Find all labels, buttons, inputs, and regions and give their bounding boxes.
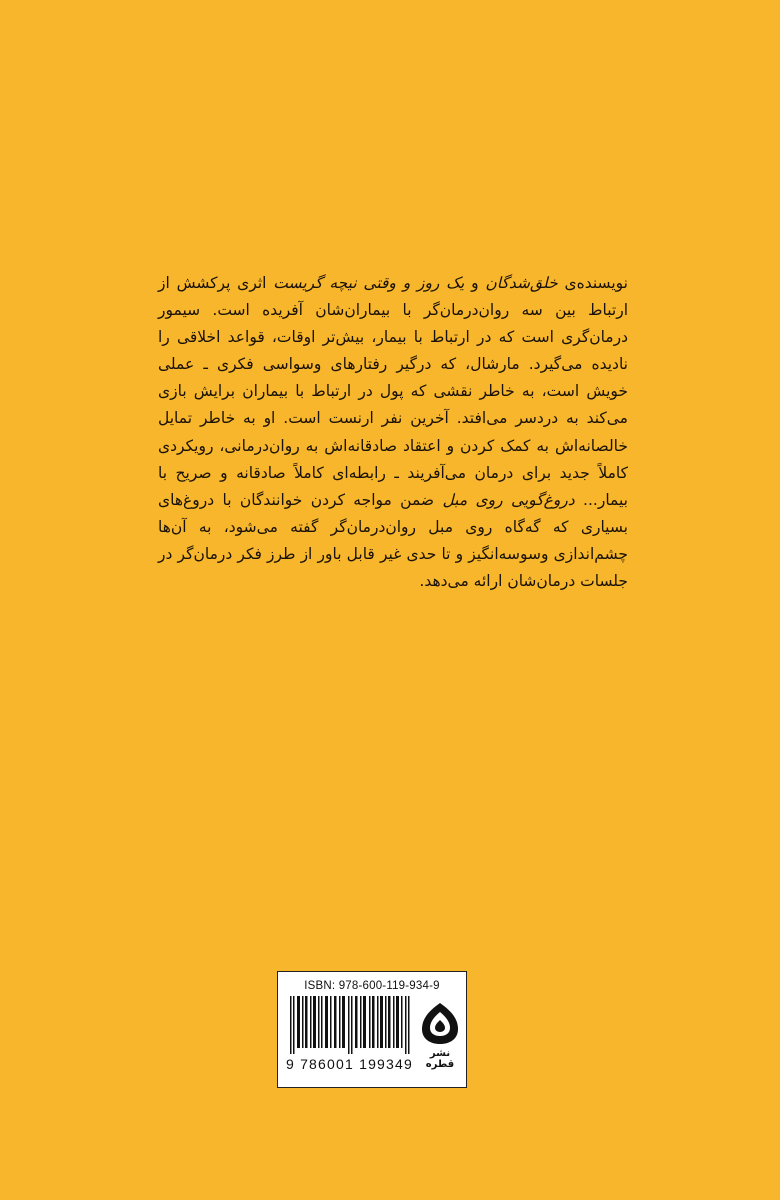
blurb-text-end: ضمن مواجه کردن خوانندگان با دروغ‌های بسیاری که گه‌گاه روی مبل روان‌درمان‌گر گفته می‌شود، به آن‌ها چشم‌اندازی وسوسه‌انگیز و تا حدی غیر قابل باور از طرز فکر درمان‌گر در جلسات درمان‌شان ارائه می‌دهد. xyxy=(158,490,628,591)
publisher-logo xyxy=(418,1000,462,1072)
barcode-digits: 9 786001 199349 xyxy=(286,1056,413,1072)
blurb-text-middle: اثری پرکشش از ارتباط بین سه روان‌درمان‌گر با بیماران‌شان آفریده است. سیمور درمان‌گری است که در ارتباط با بیمار، بیش‌تر اوقات، قواعد اخلاقی را نادیده می‌گیرد. مارشال، که درگیر رفتارهای وسواسی فکری ـ عملی خویش است، به خاطر نقشی که پول در ارتباط با بیماران برایش بازی می‌کند به دردسر می‌افتد. آخرین نفر ارنست است. او به خاطر تمایل خالصانه‌اش به کمک کردن و اعتقاد صادقانه‌اش به روان‌درمانی، رویکردی کاملاً جدید برای درمان می‌آفریند ـ رابطه‌ای کاملاً صادقانه و صریح با بیمار... xyxy=(158,274,628,509)
publisher-leaf-logo-icon xyxy=(418,1000,462,1046)
barcode-bars xyxy=(290,996,414,1054)
back-cover-blurb xyxy=(158,270,628,595)
book-title-creatures: خلق‌شدگان xyxy=(485,274,558,292)
blurb-paragraph xyxy=(158,270,628,595)
isbn-label: ISBN: 978-600-119-934-9 xyxy=(304,980,440,992)
blurb-conjunction: و xyxy=(464,274,486,292)
book-title-lying-on-the-couch: دروغ‌گویی روی مبل xyxy=(442,490,575,509)
blurb-text-start: نویسنده‌ی xyxy=(557,274,628,292)
publisher-name: نشر قطره xyxy=(425,1048,455,1070)
book-title-nietzsche: یک روز و وقتی نیچه گریست xyxy=(273,274,465,292)
